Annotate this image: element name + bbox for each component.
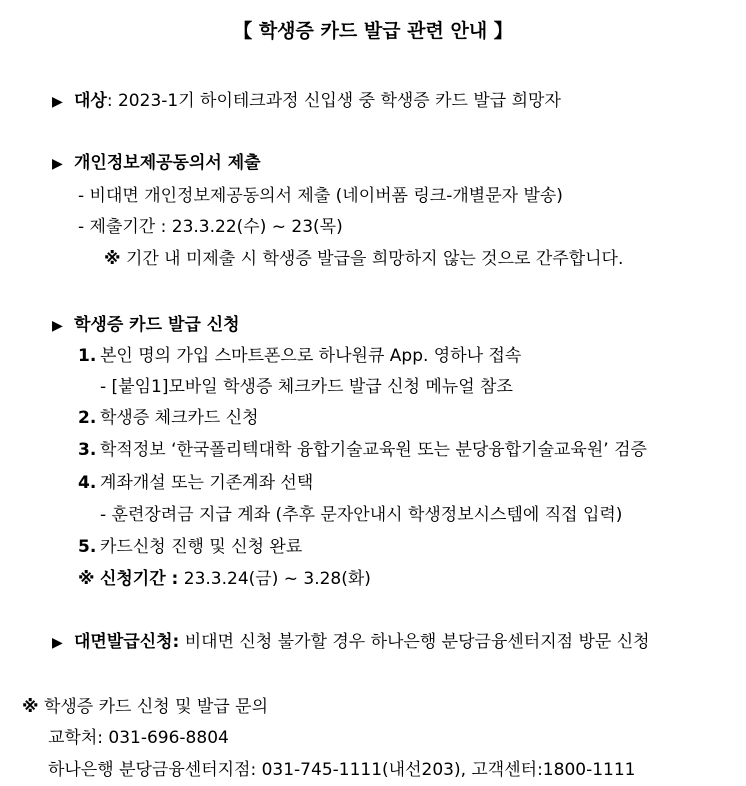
apply-step-1 [78,345,521,367]
step-text: 계좌개설 또는 기존계좌 선택 [100,473,314,493]
inperson-line [52,631,650,654]
apply-step-5 [78,536,302,558]
inperson-label: 대면발급신청: [74,632,180,652]
period-label: 신청기간 : [99,569,179,589]
step-number: 4. [78,473,97,493]
consent-note-text: 기간 내 미제출 시 학생증 발급을 희망하지 않는 것으로 간주합니다. [125,249,624,269]
inquiry-mark-icon: ※ [22,697,39,717]
arrow-icon: ▶ [52,156,63,172]
apply-step-4-sub: - 훈련장려금 지급 계좌 (추후 문자안내시 학생정보시스템에 직접 입력) [100,505,623,525]
inperson-text: 비대면 신청 불가할 경우 하나은행 분당금융센터지점 방문 신청 [184,632,650,652]
consent-heading: 개인정보제공동의서 제출 [74,153,261,173]
inquiry-office: 교학처: 031-696-8804 [48,728,229,748]
step-text: 학적정보 ‘한국폴리텍대학 융합기술교육원 또는 분당융합기술교육원’ 검증 [100,440,647,460]
apply-heading-line [52,314,240,337]
step-text: 본인 명의 가입 스마트폰으로 하나원큐 App. 영하나 접속 [100,346,522,366]
step-number: 1. [78,346,97,366]
inquiry-bank: 하나은행 분당금융센터지점: 031-745-1111(내선203), 고객센터:1800-1111 [48,760,636,780]
consent-heading-line [52,152,261,175]
step-text: 카드신청 진행 및 신청 완료 [100,537,303,557]
consent-note [104,248,623,270]
notice-title: 【 학생증 카드 발급 관련 안내 】 [233,20,513,42]
note-mark-icon: ※ [104,249,121,269]
inquiry-heading-line [22,696,268,718]
apply-heading: 학생증 카드 발급 신청 [74,315,240,335]
consent-item-1: - 비대면 개인정보제공동의서 제출 (네이버폼 링크-개별문자 발송) [78,186,563,206]
inquiry-heading: 학생증 카드 신청 및 발급 문의 [43,697,269,717]
step-number: 2. [78,408,97,428]
apply-step-1-sub: - [붙임1]모바일 학생증 체크카드 발급 신청 메뉴얼 참조 [100,377,513,397]
arrow-icon: ▶ [52,635,63,651]
step-number: 5. [78,537,97,557]
arrow-icon: ▶ [52,318,63,334]
period-value: 23.3.24(금) ~ 3.28(화) [183,569,371,589]
target-text: : 2023-1기 하이테크과정 신입생 중 학생증 카드 발급 희망자 [106,91,561,111]
apply-period [78,568,371,590]
apply-step-2 [78,407,259,429]
step-text: 학생증 체크카드 신청 [100,408,259,428]
step-number: 3. [78,440,97,460]
apply-step-3 [78,439,647,461]
arrow-icon: ▶ [52,94,63,110]
period-mark-icon: ※ [78,569,95,589]
consent-item-2: - 제출기간 : 23.3.22(수) ~ 23(목) [78,217,343,237]
target-line [52,90,561,113]
apply-step-4 [78,472,313,494]
target-label: 대상 [74,91,107,111]
